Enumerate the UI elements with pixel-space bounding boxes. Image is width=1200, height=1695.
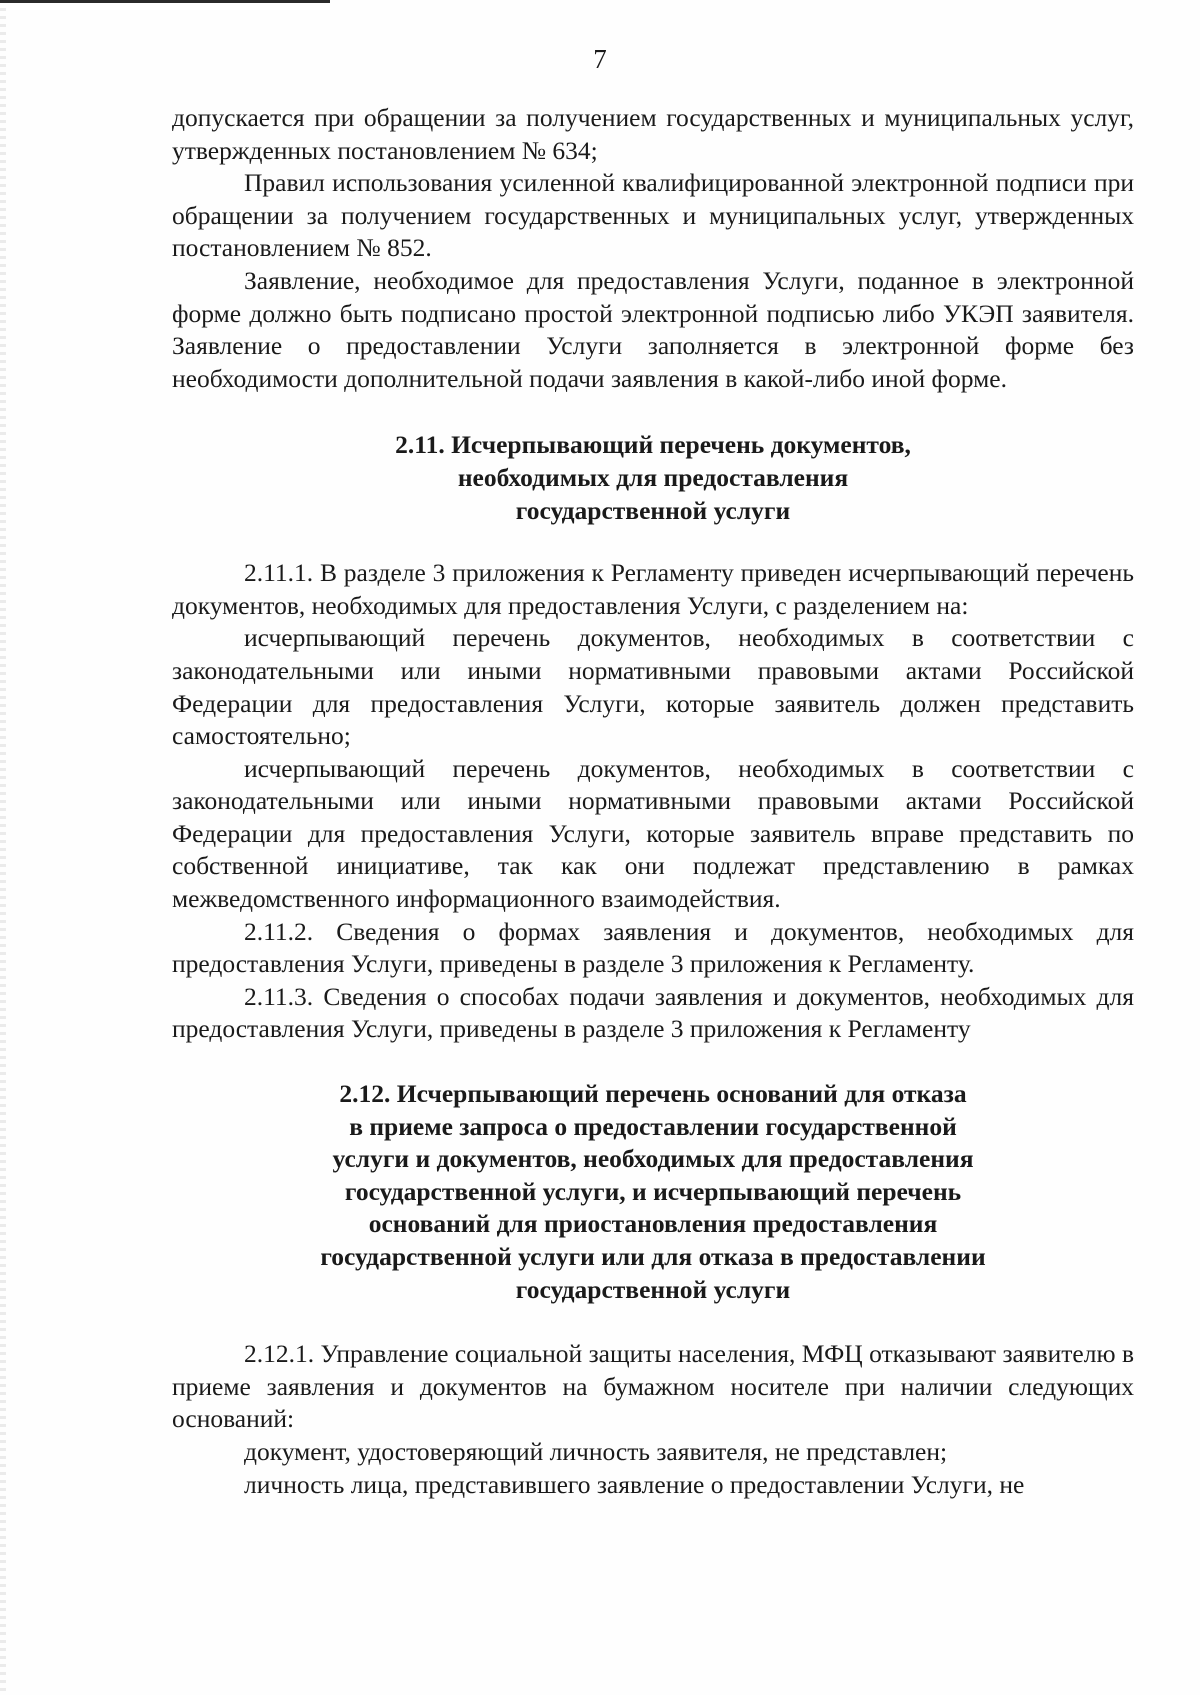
paragraph-2-12-1: 2.12.1. Управление социальной защиты населения, МФЦ отказывают заявителю в приеме заявления и документов на бумажном носителе при наличии следующих оснований: <box>172 1339 1134 1434</box>
scan-top-mark <box>0 0 330 3</box>
heading-line: государственной услуги <box>515 495 791 525</box>
document-body <box>172 102 1134 1501</box>
heading-line: государственной услуги, и исчерпывающий перечень <box>344 1176 962 1206</box>
heading-line: государственной услуги <box>515 1274 791 1304</box>
section-heading-2-11 <box>172 429 1134 527</box>
page-number: 7 <box>593 44 607 74</box>
paragraph-intro-3: Заявление, необходимое для предоставления Услуги, поданное в электронной форме должно быть подписано простой электронной подписью либо УКЭП заявителя. Заявление о предоставлении Услуги заполняется в электронной форме без необходимости дополнительной подачи заявления в какой-либо иной форме. <box>172 265 1134 393</box>
paragraph-intro-1: допускается при обращении за получением государственных и муниципальных услуг, утвержденных постановлением № 634; <box>172 103 1134 165</box>
paragraph-list-item-2: исчерпывающий перечень документов, необходимых в соответствии с законодательными или иными нормативными правовыми актами Российской Федерации для предоставления Услуги, которые заявитель вправе представить по собственной инициативе, так как они подлежат представлению в рамках межведомственного информационного взаимодействия. <box>172 753 1134 914</box>
heading-line: оснований для приостановления предоставления <box>368 1209 938 1239</box>
paragraph-2-11-2: 2.11.2. Сведения о формах заявления и документов, необходимых для предоставления Услуги, приведены в разделе 3 приложения к Регламенту. <box>172 916 1134 979</box>
paragraph-reason-2: личность лица, представившего заявление о предоставлении Услуги, не <box>244 1469 1025 1499</box>
heading-line: необходимых для предоставления <box>457 462 849 492</box>
scan-edge <box>0 0 6 1695</box>
heading-line: государственной услуги или для отказа в предоставлении <box>320 1242 986 1271</box>
paragraph-2-11-1: 2.11.1. В разделе 3 приложения к Регламенту приведен исчерпывающий перечень документов, необходимых для предоставления Услуги, с разделением на: <box>172 558 1134 620</box>
section-heading-2-12 <box>172 1078 1134 1306</box>
paragraph-list-item-1: исчерпывающий перечень документов, необходимых в соответствии с законодательными или иными нормативными правовыми актами Российской Федерации для предоставления Услуги, которые заявитель должен представить самостоятельно; <box>172 623 1134 751</box>
paragraph-intro-2: Правил использования усиленной квалифицированной электронной подписи при обращении за получением государственных и муниципальных услуг, утвержденных постановлением № 852. <box>172 168 1134 263</box>
heading-line: 2.12. Исчерпывающий перечень оснований для отказа <box>339 1079 967 1109</box>
heading-line: услуги и документов, необходимых для предоставления <box>332 1144 974 1174</box>
paragraph-2-11-3: 2.11.3. Сведения о способах подачи заявления и документов, необходимых для предоставления Услуги, приведены в разделе 3 приложения к Регламенту <box>172 981 1134 1044</box>
paragraph-reason-1: документ, удостоверяющий личность заявителя, не представлен; <box>244 1436 948 1466</box>
heading-line: в приеме запроса о предоставлении государственной <box>349 1111 957 1141</box>
heading-line: 2.11. Исчерпывающий перечень документов, <box>395 430 911 460</box>
